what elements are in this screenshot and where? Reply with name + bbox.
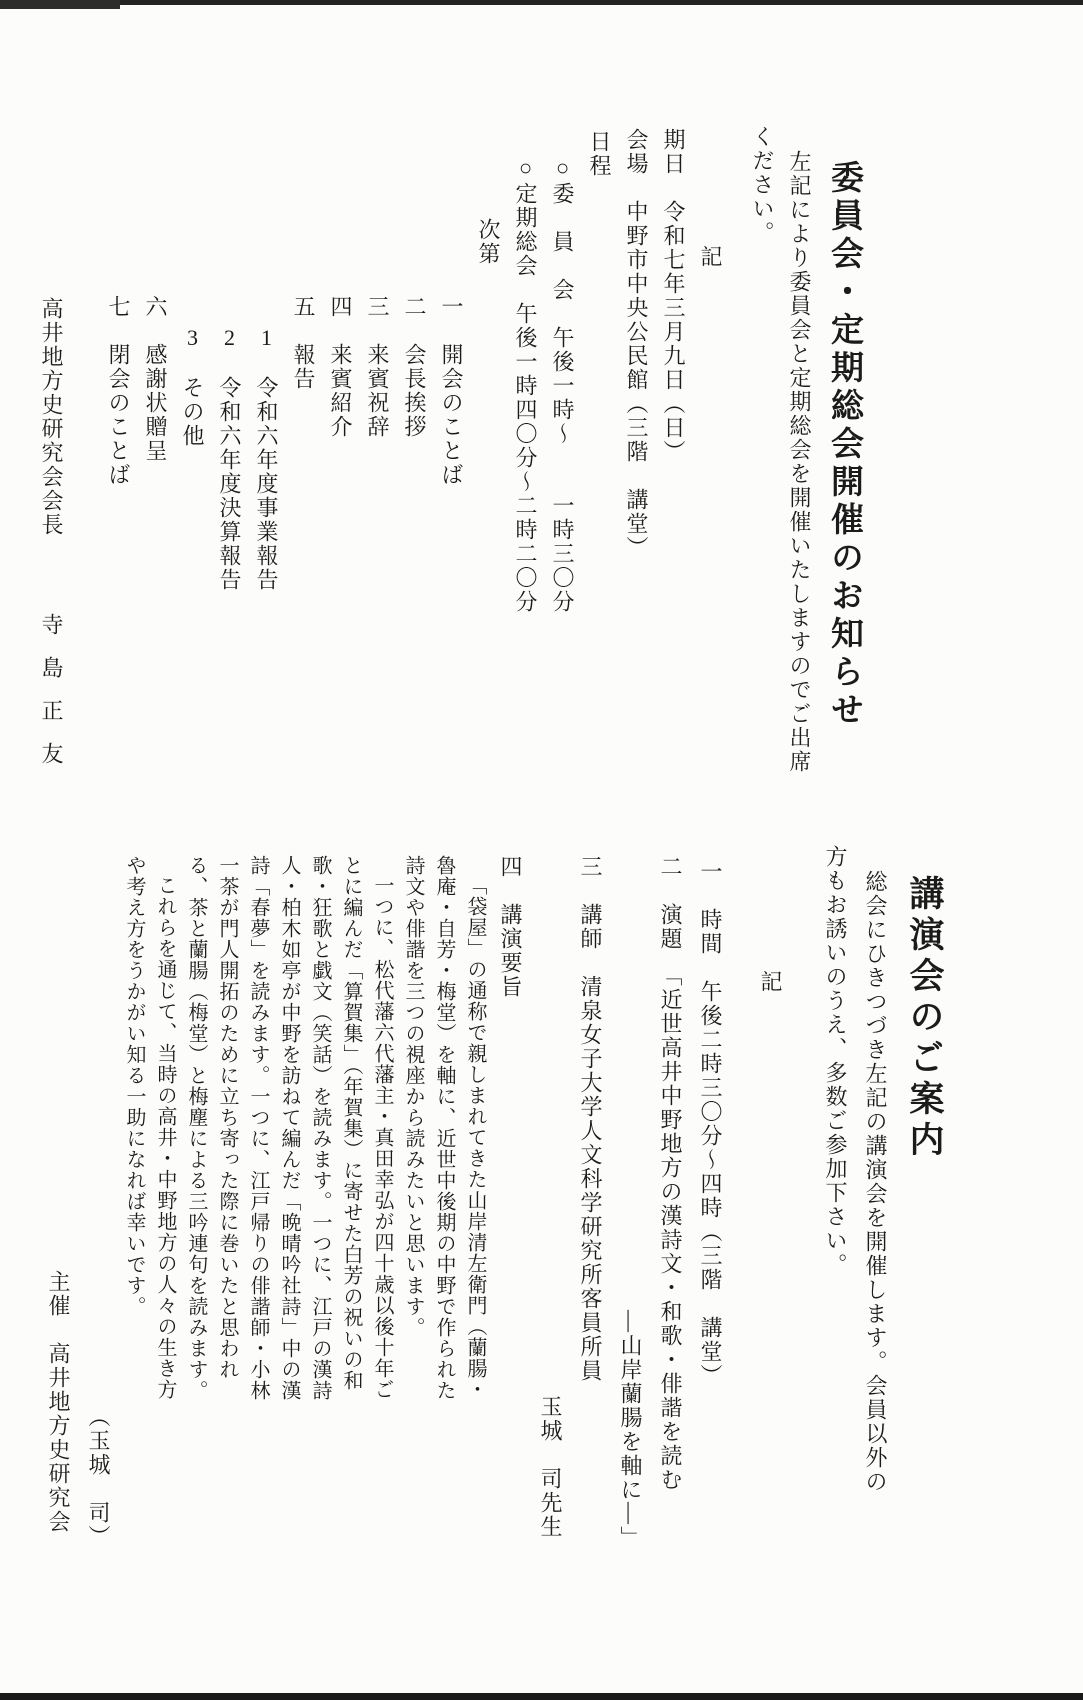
agenda-item-2: 二 会長挨拶 — [402, 295, 427, 439]
scan-artifact-top-edge — [0, 0, 1083, 5]
lecture-lecturer-line: 三 講師 清泉女子大学人文科学研究所客員所員 — [578, 855, 603, 1383]
schedule-line-assembly: ○定期総会 午後一時四〇分～二時二〇分 — [513, 155, 538, 614]
signer-name: 寺島正友 — [39, 613, 64, 785]
abstract-paragraph-1: 「袋屋」の通称で親しまれてきた山岸清左衛門（蘭腸・魯庵・自芳・梅堂）を軸に、近世中後期の中野で作られた詩文や俳諧を三つの視座から読みたいと思います。 — [402, 855, 486, 1401]
abstract-signature: （玉城 司） — [86, 1405, 111, 1549]
agenda-item-1: 一 開会のことば — [439, 295, 464, 487]
scan-artifact-bottom-edge — [0, 1693, 1083, 1700]
agenda-item-7: 七 閉会のことば — [106, 295, 131, 487]
notice-title: 委員会・定期総会開催のお知らせ — [826, 160, 862, 730]
report-subitem-2: 2 令和六年度決算報告 — [217, 325, 242, 592]
lecture-topic-line: 二 演題 「近世高井中野地方の漢詩文・和歌・俳諧を読む — [658, 855, 683, 1492]
organizer-line: 主催 高井地方史研究会 — [46, 1270, 71, 1534]
lecturer-name: 玉城 司先生 — [538, 1395, 563, 1539]
lecture-notice-section — [38, 845, 953, 1560]
notice-intro-line-2: ください。 — [750, 125, 775, 245]
abstract-paragraph-2: 一つに、松代藩六代藩主・真田幸弘が四十歳以後十年ごとに編んだ「算賀集」（年賀集）に寄せた白芳の祝いの和歌・狂歌と戯文（笑話）を読みます。一つに、江戸の漢詩人・柏木如亭が中野を訪ねて編んだ「晩晴吟社詩」中の漢詩「春夢」を読みます。一つに、江戸帰りの俳諧師・小林一茶が門人開拓のために立ち寄った際に巻いたと思われる、茶と蘭腸（梅堂）と梅塵による三吟連句を読みます。 — [185, 855, 393, 1401]
agenda-item-4: 四 来賓紹介 — [328, 295, 353, 439]
report-subitem-1: 1 令和六年度事業報告 — [254, 325, 279, 592]
lecture-abstract — [118, 855, 490, 1417]
lecture-record-mark: 記 — [758, 970, 783, 994]
notice-record-mark: 記 — [698, 245, 723, 269]
abstract-heading: 四 講演要旨 — [498, 855, 523, 999]
lecture-intro-line-2: 方もお誘いのうえ、多数ご参加下さい。 — [823, 845, 848, 1277]
notice-intro-line-1: 左記により委員会と定期総会を開催いたしますのでご出席 — [787, 150, 812, 774]
lecture-intro-line-1: 総会にひきつづき左記の講演会を開催します。会員以外の — [863, 870, 888, 1494]
report-subitem-3: 3 その他 — [180, 325, 205, 448]
meeting-notice-section — [33, 125, 870, 805]
lecture-topic-subtitle: ―山岸蘭腸を軸に―」 — [618, 1310, 643, 1550]
schedule-heading: 日程 — [587, 130, 612, 178]
agenda-item-6: 六 感謝状贈呈 — [143, 295, 168, 463]
schedule-line-committee: ○委 員 会 午後一時～ 一時三〇分 — [550, 155, 575, 614]
scan-artifact-corner-blob — [0, 0, 120, 9]
venue-line: 会場 中野市中央公民館（三階 講堂） — [624, 128, 649, 560]
signature-line — [33, 297, 70, 805]
lecture-time-line: 一 時間 午後二時三〇分～四時（三階 講堂） — [698, 860, 723, 1388]
agenda-item-3: 三 来賓祝辞 — [365, 295, 390, 439]
signer-title: 高井地方史研究会会長 — [39, 297, 64, 537]
abstract-paragraph-3: これらを通じて、当時の高井・中野地方の人々の生き方や考え方をうかがい知る一助になれば幸いです。 — [123, 855, 176, 1400]
agenda-item-5: 五 報告 — [291, 295, 316, 391]
agenda-heading: 次第 — [476, 218, 501, 266]
date-line: 期日 令和七年三月九日（日） — [661, 128, 686, 464]
lecture-title: 講演会のご案内 — [905, 875, 944, 1162]
